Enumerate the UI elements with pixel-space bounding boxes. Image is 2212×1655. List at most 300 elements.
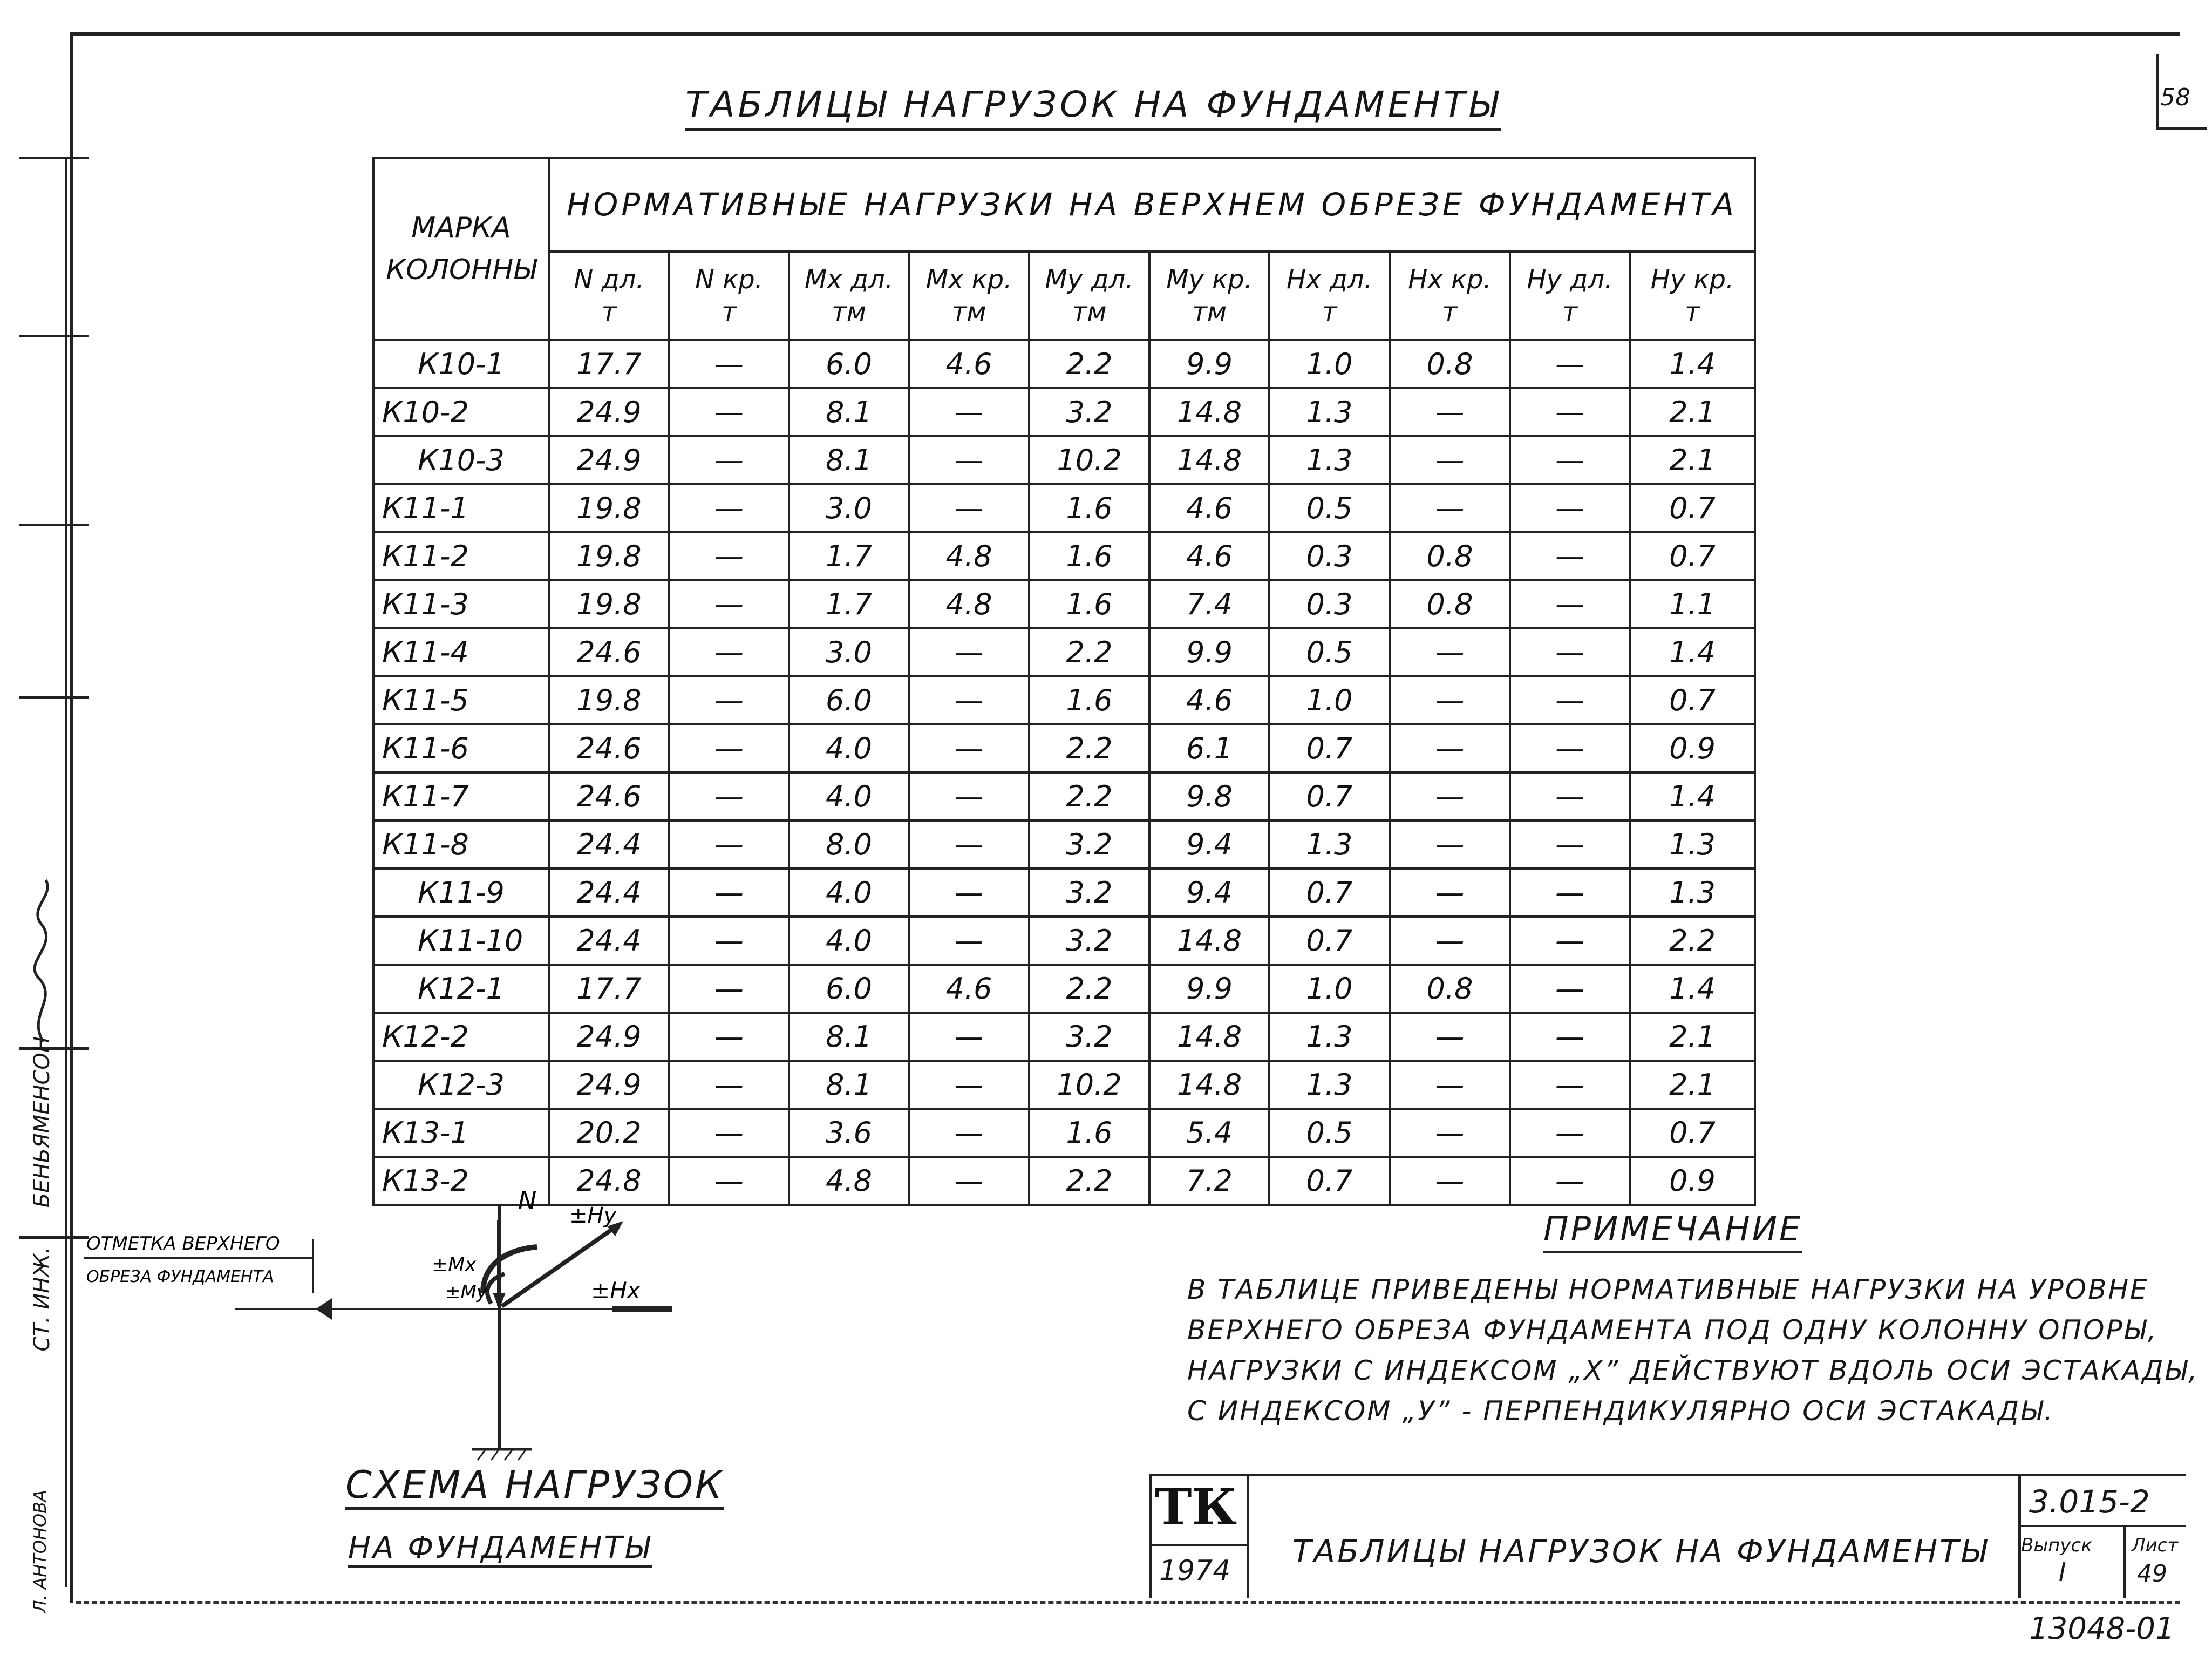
table-cell: 8.1	[789, 388, 909, 436]
sheet-number: 49	[2137, 1560, 2167, 1588]
table-cell: 1.3	[1269, 1013, 1390, 1061]
table-row	[373, 1061, 1755, 1109]
column-header-unit: тм	[831, 297, 867, 327]
table-cell: 6.0	[789, 340, 909, 388]
table-cell: 24.4	[549, 869, 669, 917]
strip-divider	[65, 157, 67, 1587]
table-cell: —	[669, 532, 789, 580]
table-cell: 0.7	[1269, 917, 1390, 965]
table-cell: 9.4	[1149, 820, 1269, 869]
table-cell: —	[909, 917, 1029, 965]
column-header-unit: т	[1562, 297, 1577, 327]
column-header	[1630, 252, 1755, 340]
table-cell: 1.0	[1269, 340, 1390, 388]
table-cell: 9.8	[1149, 772, 1269, 820]
level-mark-arrow	[316, 1298, 332, 1320]
scheme-caption-line-2: НА ФУНДАМЕНТЫ	[348, 1530, 652, 1568]
table-cell: 2.2	[1029, 772, 1149, 820]
table-cell: 2.2	[1630, 917, 1755, 965]
table-cell: —	[1510, 1013, 1630, 1061]
table-cell: 0.7	[1269, 772, 1390, 820]
column-header-quantity: Hy дл.	[1527, 264, 1613, 295]
table-cell: 3.2	[1029, 820, 1149, 869]
table-cell: 0.3	[1269, 580, 1390, 628]
table-row	[373, 1013, 1755, 1061]
column-header-quantity: My дл.	[1045, 264, 1134, 295]
table-cell: 1.7	[789, 532, 909, 580]
table-cell: 0.8	[1390, 340, 1510, 388]
table-cell: —	[1390, 869, 1510, 917]
column-header	[1390, 252, 1510, 340]
table-cell: —	[669, 340, 789, 388]
engineer-name: БЕНЬЯМЕНСОН	[30, 1036, 55, 1208]
document-code: 3.015-2	[2029, 1483, 2150, 1520]
table-cell: —	[1510, 388, 1630, 436]
table-cell: 24.8	[549, 1157, 669, 1205]
table-cell: 4.0	[789, 724, 909, 772]
table-row	[373, 484, 1755, 532]
table-cell: —	[909, 724, 1029, 772]
foundation-mark-label-1: ОТМЕТКА ВЕРХНЕГО	[86, 1233, 280, 1254]
table-cell: —	[1510, 820, 1630, 869]
column-header	[1149, 252, 1269, 340]
table-cell: 4.0	[789, 917, 909, 965]
table-row	[373, 965, 1755, 1013]
table-cell: —	[669, 676, 789, 724]
foundation-mark-label-2: ОБРЕЗА ФУНДАМЕНТА	[86, 1267, 274, 1286]
ground-hatch	[518, 1449, 526, 1460]
table-cell: 3.2	[1029, 869, 1149, 917]
table-cell: 0.7	[1630, 676, 1755, 724]
column-mark-cell: К11-10	[373, 917, 549, 965]
table-row	[373, 1109, 1755, 1157]
table-cell: —	[1510, 532, 1630, 580]
title-block-year: 1974	[1159, 1555, 1231, 1587]
table-cell: 4.8	[789, 1157, 909, 1205]
label-n: N	[518, 1186, 537, 1215]
table-cell: 7.2	[1149, 1157, 1269, 1205]
sheet-label: Лист	[2132, 1535, 2179, 1556]
column-mark-cell: К12-2	[373, 1013, 549, 1061]
table-cell: 20.2	[549, 1109, 669, 1157]
column-header	[669, 252, 789, 340]
table-row	[373, 724, 1755, 772]
table-cell: 17.7	[549, 340, 669, 388]
label-hy: ±Hy	[569, 1203, 617, 1228]
table-cell: 1.4	[1630, 628, 1755, 676]
column-header-unit: т	[1322, 297, 1337, 327]
table-cell: —	[909, 772, 1029, 820]
table-cell: —	[669, 917, 789, 965]
table-cell: 7.4	[1149, 580, 1269, 628]
strip-tick	[19, 157, 89, 159]
table-row	[373, 388, 1755, 436]
frame-bottom-border	[76, 1601, 2180, 1604]
table-row	[373, 820, 1755, 869]
table-cell: 1.3	[1269, 388, 1390, 436]
column-mark-header	[373, 158, 549, 340]
table-cell: 6.0	[789, 676, 909, 724]
table-cell: 1.6	[1029, 676, 1149, 724]
table-cell: 0.7	[1269, 724, 1390, 772]
table-cell: 14.8	[1149, 917, 1269, 965]
table-cell: 10.2	[1029, 436, 1149, 484]
table-cell: —	[669, 869, 789, 917]
table-cell: 3.0	[789, 484, 909, 532]
group-header: НОРМАТИВНЫЕ НАГРУЗКИ НА ВЕРХНЕМ ОБРЕЗЕ ФУНДАМЕНТА	[549, 158, 1755, 252]
signature-mark	[22, 874, 65, 1047]
strip-tick	[19, 335, 89, 337]
table-cell: 8.1	[789, 1013, 909, 1061]
table-cell: —	[1510, 676, 1630, 724]
table-cell: —	[909, 820, 1029, 869]
table-cell: 4.6	[909, 965, 1029, 1013]
table-cell: 2.2	[1029, 724, 1149, 772]
checker-name: Л. АНТОНОВА	[30, 1490, 50, 1613]
table-cell: —	[669, 484, 789, 532]
table-row	[373, 772, 1755, 820]
table-cell: —	[909, 1157, 1029, 1205]
column-header	[789, 252, 909, 340]
table-row	[373, 340, 1755, 388]
org-logo: ТК	[1155, 1478, 1237, 1536]
table-cell: 0.8	[1390, 965, 1510, 1013]
table-cell: 4.6	[1149, 484, 1269, 532]
column-header	[909, 252, 1029, 340]
table-cell: 9.9	[1149, 628, 1269, 676]
table-cell: —	[1510, 580, 1630, 628]
table-cell: —	[1390, 772, 1510, 820]
table-cell: 0.9	[1630, 724, 1755, 772]
table-cell: 1.1	[1630, 580, 1755, 628]
table-cell: 10.2	[1029, 1061, 1149, 1109]
table-cell: —	[669, 772, 789, 820]
column-mark-cell: К11-2	[373, 532, 549, 580]
column-header	[1269, 252, 1390, 340]
table-cell: —	[669, 1109, 789, 1157]
table-cell: 3.2	[1029, 1013, 1149, 1061]
frame-top-border	[73, 32, 2180, 36]
column-mark-cell: К11-1	[373, 484, 549, 532]
table-cell: 0.5	[1269, 484, 1390, 532]
issue-number: I	[2059, 1557, 2066, 1586]
table-cell: —	[1390, 1013, 1510, 1061]
table-cell: 1.0	[1269, 676, 1390, 724]
column-mark-cell: К11-5	[373, 676, 549, 724]
table-cell: 24.4	[549, 917, 669, 965]
column-mark-cell: К10-3	[373, 436, 549, 484]
column-header	[1510, 252, 1630, 340]
column-header-quantity: Mx дл.	[804, 264, 894, 295]
column-mark-cell: К10-1	[373, 340, 549, 388]
title-block-divider	[1149, 1544, 1247, 1546]
table-cell: 3.2	[1029, 388, 1149, 436]
table-cell: 4.6	[1149, 532, 1269, 580]
table-cell: 1.3	[1630, 820, 1755, 869]
ground-hatch	[478, 1449, 486, 1460]
table-cell: 14.8	[1149, 388, 1269, 436]
table-cell: 2.1	[1630, 388, 1755, 436]
table-cell: 24.6	[549, 724, 669, 772]
table-cell: —	[1390, 724, 1510, 772]
table-cell: 24.6	[549, 772, 669, 820]
table-cell: —	[1390, 1061, 1510, 1109]
table-cell: —	[909, 628, 1029, 676]
column-mark-cell: К11-9	[373, 869, 549, 917]
ground-hatch	[505, 1449, 513, 1460]
table-cell: —	[909, 1061, 1029, 1109]
table-cell: —	[1390, 484, 1510, 532]
table-cell: —	[1510, 869, 1630, 917]
table-cell: 1.6	[1029, 532, 1149, 580]
column-header-unit: т	[601, 297, 617, 327]
table-cell: 2.2	[1029, 1157, 1149, 1205]
table-cell: —	[669, 580, 789, 628]
table-cell: 0.7	[1630, 1109, 1755, 1157]
column-header-unit: т	[1685, 297, 1700, 327]
table-cell: 1.3	[1269, 436, 1390, 484]
table-row	[373, 628, 1755, 676]
table-cell: 17.7	[549, 965, 669, 1013]
column-header-quantity: N дл.	[574, 264, 644, 295]
label-my: ±My	[445, 1281, 487, 1303]
corner-header-line-1: МАРКА	[411, 212, 511, 244]
column-mark-cell: К12-3	[373, 1061, 549, 1109]
table-cell: —	[909, 484, 1029, 532]
table-cell: 4.6	[909, 340, 1029, 388]
corner-header-line-2: КОЛОННЫ	[386, 254, 536, 286]
column-header-quantity: Hx дл.	[1287, 264, 1372, 295]
table-cell: 1.0	[1269, 965, 1390, 1013]
table-cell: 0.8	[1390, 580, 1510, 628]
table-cell: 1.3	[1630, 869, 1755, 917]
table-cell: —	[1390, 820, 1510, 869]
table-cell: 0.3	[1269, 532, 1390, 580]
table-cell: 0.5	[1269, 1109, 1390, 1157]
column-header-quantity: My кр.	[1166, 264, 1253, 295]
column-header-unit: тм	[1072, 297, 1107, 327]
column-header-unit: тм	[951, 297, 986, 327]
strip-tick	[19, 524, 89, 526]
table-cell: 24.9	[549, 1013, 669, 1061]
table-row	[373, 580, 1755, 628]
table-cell: 8.0	[789, 820, 909, 869]
table-cell: 14.8	[1149, 1061, 1269, 1109]
table-cell: 8.1	[789, 436, 909, 484]
table-cell: 24.6	[549, 628, 669, 676]
table-cell: 9.9	[1149, 340, 1269, 388]
table-cell: 1.6	[1029, 484, 1149, 532]
note-line: ВЕРХНЕГО ОБРЕЗА ФУНДАМЕНТА ПОД ОДНУ КОЛОННУ ОПОРЫ,	[1187, 1314, 2158, 1346]
table-cell: 4.8	[909, 580, 1029, 628]
loads-table	[372, 157, 1756, 1206]
column-header-quantity: Hy кр.	[1650, 264, 1734, 295]
table-cell: 3.6	[789, 1109, 909, 1157]
table-cell: 9.9	[1149, 965, 1269, 1013]
table-cell: 0.7	[1269, 869, 1390, 917]
table-cell: 0.8	[1390, 532, 1510, 580]
table-row	[373, 676, 1755, 724]
table-cell: —	[1510, 628, 1630, 676]
table-cell: —	[1510, 1061, 1630, 1109]
table-cell: —	[909, 388, 1029, 436]
column-mark-cell: К11-6	[373, 724, 549, 772]
table-cell: 24.9	[549, 1061, 669, 1109]
table-cell: 19.8	[549, 676, 669, 724]
table-cell: —	[1390, 676, 1510, 724]
table-cell: 24.4	[549, 820, 669, 869]
table-cell: —	[909, 1013, 1029, 1061]
table-cell: —	[1510, 917, 1630, 965]
title-block-divider	[1149, 1474, 1152, 1598]
table-cell: —	[669, 724, 789, 772]
note-line: С ИНДЕКСОМ „У” - ПЕРПЕНДИКУЛЯРНО ОСИ ЭСТАКАДЫ.	[1187, 1395, 2054, 1427]
page-title: ТАБЛИЦЫ НАГРУЗОК НА ФУНДАМЕНТЫ	[685, 84, 1501, 131]
table-cell: —	[669, 628, 789, 676]
table-cell: 1.6	[1029, 1109, 1149, 1157]
chief-engineer-label: СТ. ИНЖ.	[30, 1247, 55, 1352]
column-header-quantity: N кр.	[695, 264, 763, 295]
scheme-caption-line-1: СХЕМА НАГРУЗОК	[345, 1463, 724, 1510]
table-cell: 1.4	[1630, 772, 1755, 820]
table-cell: 1.4	[1630, 340, 1755, 388]
label-mx: ±Mx	[432, 1254, 477, 1276]
column-header-unit: т	[1442, 297, 1458, 327]
table-row	[373, 917, 1755, 965]
table-row	[373, 532, 1755, 580]
table-cell: 0.7	[1630, 532, 1755, 580]
column-header	[549, 252, 669, 340]
table-cell: —	[1510, 724, 1630, 772]
table-cell: 4.6	[1149, 676, 1269, 724]
column-header-unit: т	[722, 297, 737, 327]
inventory-number: 13048-01	[2029, 1611, 2175, 1646]
table-cell: —	[669, 965, 789, 1013]
table-cell: 24.9	[549, 436, 669, 484]
table-cell: 19.8	[549, 532, 669, 580]
column-mark-cell: К11-8	[373, 820, 549, 869]
table-row	[373, 436, 1755, 484]
note-line: НАГРУЗКИ С ИНДЕКСОМ „X” ДЕЙСТВУЮТ ВДОЛЬ ОСИ ЭСТАКАДЫ,	[1187, 1355, 2199, 1386]
page-number: 58	[2160, 84, 2190, 111]
table-cell: 19.8	[549, 580, 669, 628]
title-block-divider	[2018, 1525, 2186, 1527]
table-cell: —	[1390, 1109, 1510, 1157]
table-cell: —	[1510, 1109, 1630, 1157]
table-cell: —	[909, 676, 1029, 724]
table-cell: —	[669, 388, 789, 436]
table-cell: 2.2	[1029, 628, 1149, 676]
table-cell: 3.0	[789, 628, 909, 676]
table-cell: 0.7	[1269, 1157, 1390, 1205]
column-mark-cell: К11-3	[373, 580, 549, 628]
table-cell: 2.1	[1630, 436, 1755, 484]
table-cell: —	[909, 869, 1029, 917]
table-cell: 9.4	[1149, 869, 1269, 917]
table-row	[373, 869, 1755, 917]
title-block-title: ТАБЛИЦЫ НАГРУЗОК НА ФУНДАМЕНТЫ	[1292, 1533, 1989, 1570]
table-cell: —	[1510, 340, 1630, 388]
column-header-quantity: Mx кр.	[925, 264, 1012, 295]
table-cell: 2.2	[1029, 965, 1149, 1013]
table-cell: 24.9	[549, 388, 669, 436]
title-block-divider	[2123, 1525, 2126, 1598]
table-cell: —	[1390, 436, 1510, 484]
ground-hatch	[491, 1449, 499, 1460]
table-cell: —	[669, 436, 789, 484]
table-cell: 1.4	[1630, 965, 1755, 1013]
table-cell: 3.2	[1029, 917, 1149, 965]
table-cell: 2.2	[1029, 340, 1149, 388]
column-mark-cell: К11-4	[373, 628, 549, 676]
table-cell: —	[1510, 484, 1630, 532]
table-cell: 6.1	[1149, 724, 1269, 772]
table-cell: 4.8	[909, 532, 1029, 580]
table-cell: 6.0	[789, 965, 909, 1013]
column-header	[1029, 252, 1149, 340]
column-header-quantity: Hx кр.	[1408, 264, 1492, 295]
table-cell: —	[1510, 965, 1630, 1013]
table-cell: —	[909, 436, 1029, 484]
table-cell: —	[909, 1109, 1029, 1157]
table-cell: 14.8	[1149, 1013, 1269, 1061]
table-cell: —	[1390, 917, 1510, 965]
column-mark-cell: К13-2	[373, 1157, 549, 1205]
table-cell: 5.4	[1149, 1109, 1269, 1157]
left-signature-strip	[19, 157, 70, 1614]
issue-label: Выпуск	[2021, 1535, 2092, 1556]
table-cell: —	[1510, 436, 1630, 484]
table-cell: —	[669, 820, 789, 869]
table-cell: —	[669, 1157, 789, 1205]
table-cell: —	[669, 1061, 789, 1109]
table-cell: 14.8	[1149, 436, 1269, 484]
table-cell: 1.6	[1029, 580, 1149, 628]
table-cell: 8.1	[789, 1061, 909, 1109]
table-cell: 19.8	[549, 484, 669, 532]
column-mark-cell: К12-1	[373, 965, 549, 1013]
table-cell: —	[1390, 388, 1510, 436]
column-mark-cell: К13-1	[373, 1109, 549, 1157]
label-hx: ±Hx	[591, 1277, 641, 1304]
table-cell: —	[1510, 1157, 1630, 1205]
table-cell: 1.3	[1269, 820, 1390, 869]
subheader-row	[373, 252, 1755, 340]
table-cell: —	[1510, 772, 1630, 820]
column-mark-cell: К11-7	[373, 772, 549, 820]
table-cell: 1.7	[789, 580, 909, 628]
table-cell: 4.0	[789, 869, 909, 917]
note-line: В ТАБЛИЦЕ ПРИВЕДЕНЫ НОРМАТИВНЫЕ НАГРУЗКИ НА УРОВНЕ	[1187, 1274, 2149, 1305]
table-cell: 1.3	[1269, 1061, 1390, 1109]
strip-tick	[19, 696, 89, 699]
table-cell: —	[669, 1013, 789, 1061]
table-cell: 4.0	[789, 772, 909, 820]
table-cell: —	[1390, 628, 1510, 676]
table-cell: 2.1	[1630, 1013, 1755, 1061]
column-mark-cell: К10-2	[373, 388, 549, 436]
load-scheme-diagram	[73, 1177, 720, 1479]
column-header-unit: тм	[1192, 297, 1227, 327]
table-body	[373, 340, 1755, 1205]
note-heading: ПРИМЕЧАНИЕ	[1543, 1209, 1802, 1253]
table-cell: —	[1390, 1157, 1510, 1205]
table-cell: 0.7	[1630, 484, 1755, 532]
table-cell: 0.5	[1269, 628, 1390, 676]
table-cell: 2.1	[1630, 1061, 1755, 1109]
table-cell: 0.9	[1630, 1157, 1755, 1205]
title-block-divider	[1247, 1474, 1249, 1598]
